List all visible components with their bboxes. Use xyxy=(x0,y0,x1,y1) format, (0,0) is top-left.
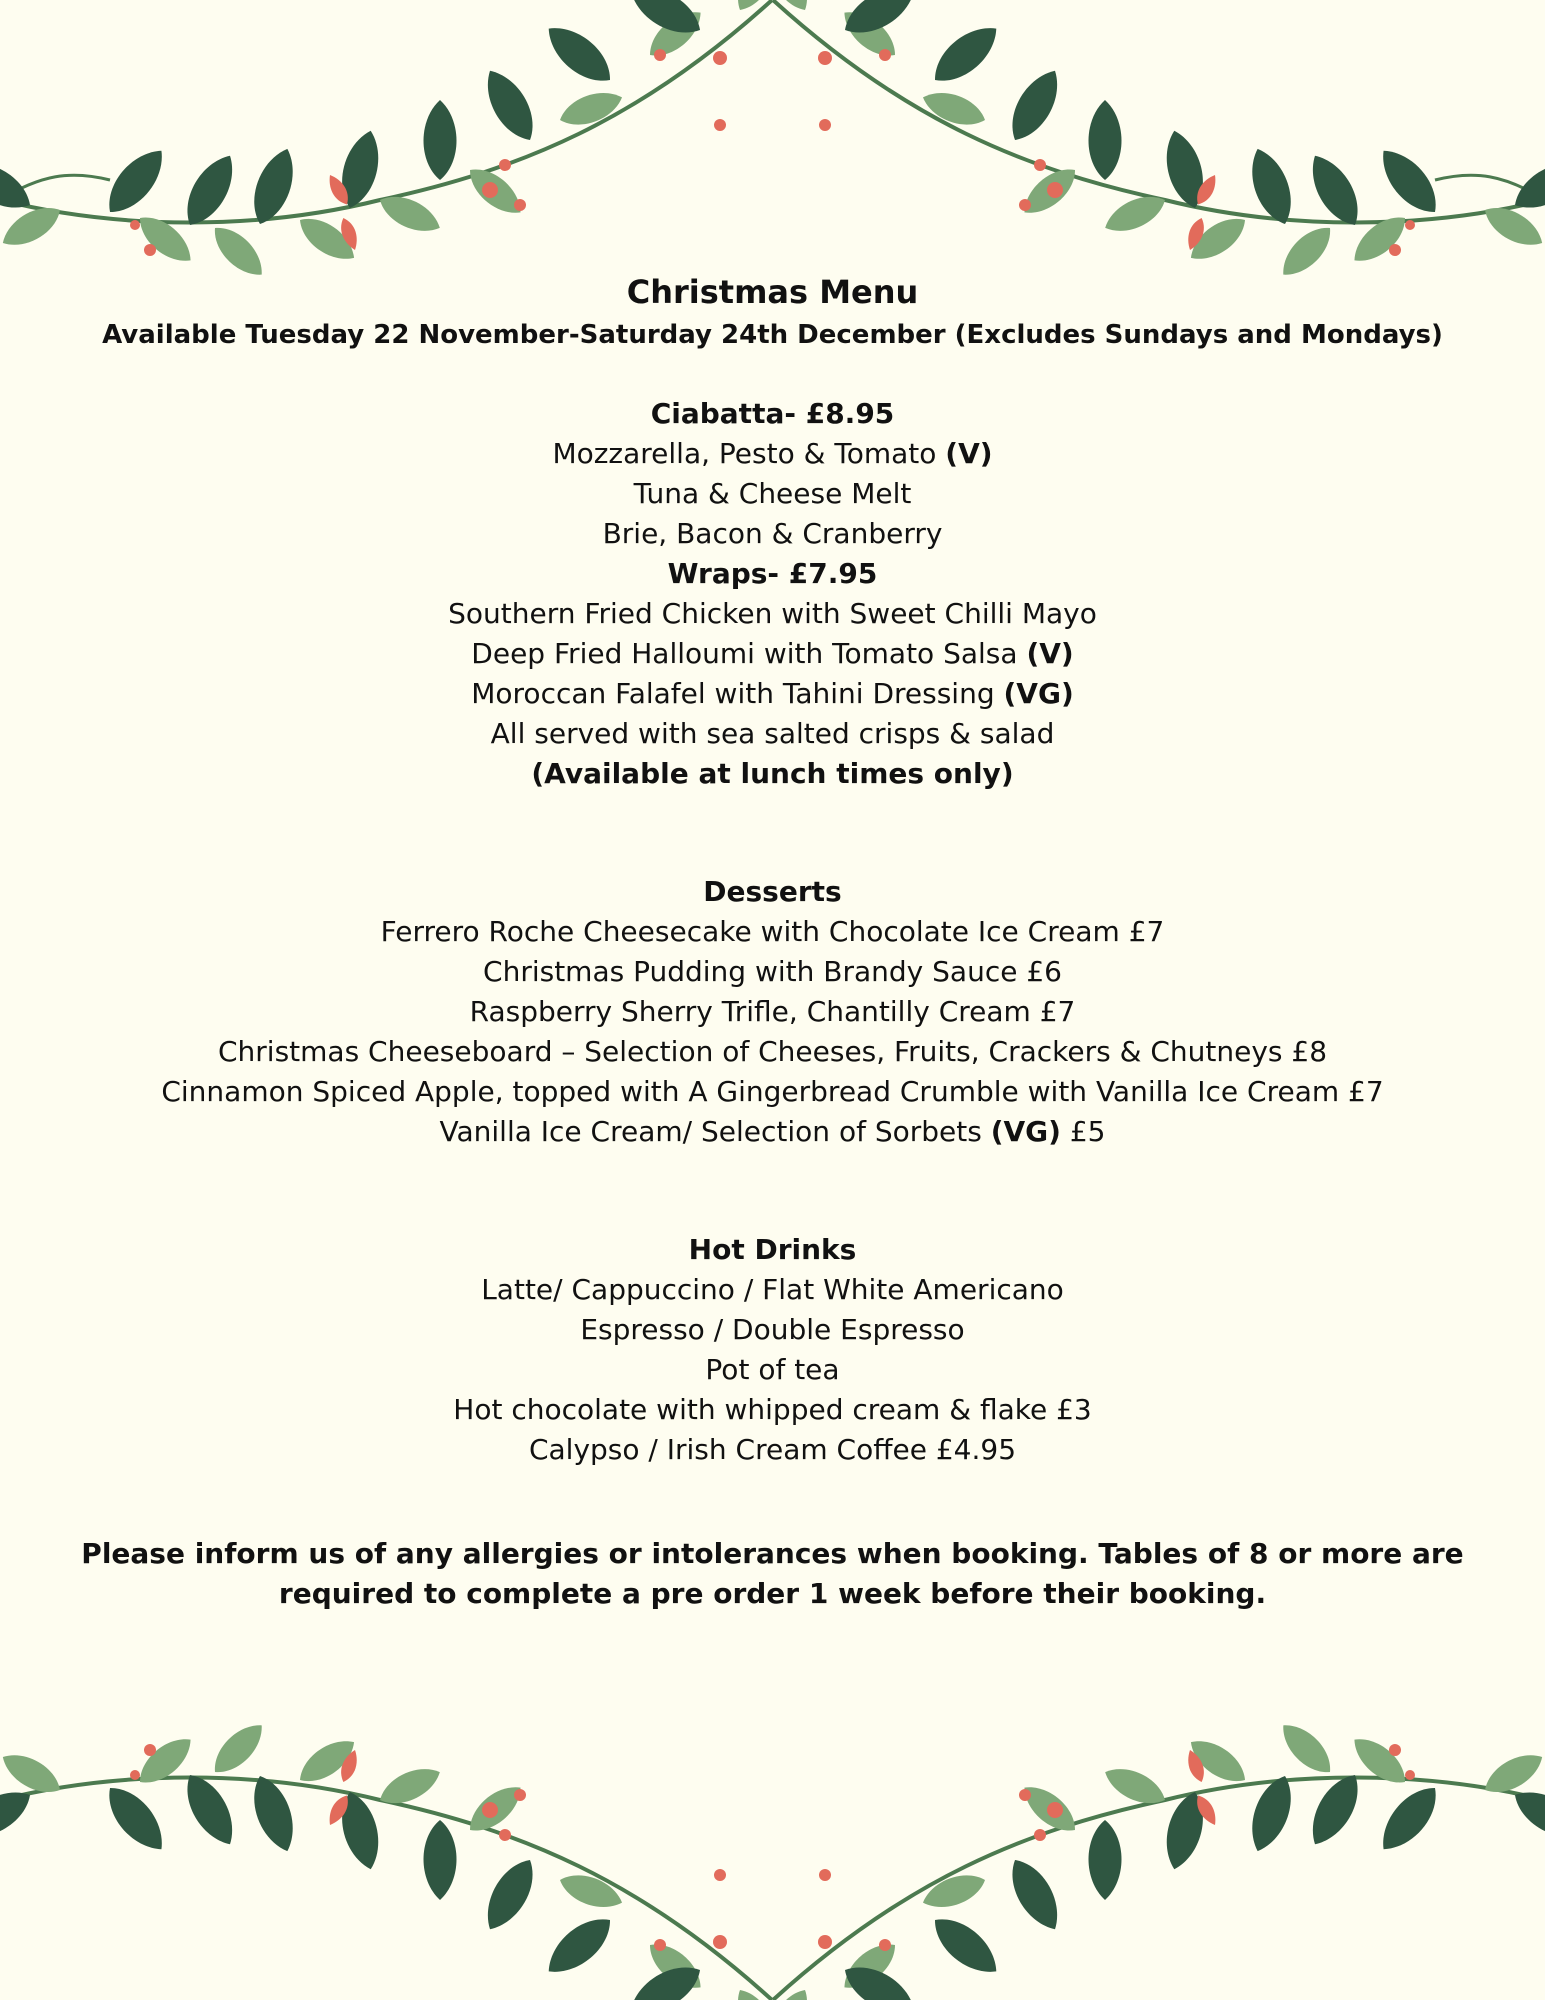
ciabatta-heading: Ciabatta- £8.95 xyxy=(650,397,895,430)
bottom-garland-decoration xyxy=(0,1690,1545,2000)
menu-item: Southern Fried Chicken with Sweet Chilli Mayo xyxy=(448,597,1097,630)
dietary-tag: (V) xyxy=(1026,637,1074,670)
menu-item: Ferrero Roche Cheesecake with Chocolate Ice Cream £7 xyxy=(380,915,1165,948)
menu-item: Tuna & Cheese Melt xyxy=(633,477,912,510)
ciabatta-section xyxy=(0,394,1545,554)
wraps-section xyxy=(0,554,1545,794)
allergy-note-line-2: required to complete a pre order 1 week before their booking. xyxy=(278,1577,1267,1610)
menu-item: Moroccan Falafel with Tahini Dressing (VG) xyxy=(471,677,1074,710)
hot-drinks-section xyxy=(0,1230,1545,1470)
desserts-heading: Desserts xyxy=(703,875,842,908)
menu-item: Raspberry Sherry Trifle, Chantilly Cream £7 xyxy=(469,995,1076,1028)
menu-item: Brie, Bacon & Cranberry xyxy=(602,517,943,550)
wraps-heading: Wraps- £7.95 xyxy=(667,557,878,590)
menu-item: Calypso / Irish Cream Coffee £4.95 xyxy=(528,1433,1017,1466)
desserts-section xyxy=(0,872,1545,1152)
allergy-note xyxy=(0,1534,1545,1614)
top-garland-decoration xyxy=(0,0,1545,300)
menu-content xyxy=(0,268,1545,1614)
menu-item: Christmas Pudding with Brandy Sauce £6 xyxy=(483,955,1062,988)
menu-item: Mozzarella, Pesto & Tomato (V) xyxy=(552,437,993,470)
menu-item: Pot of tea xyxy=(705,1353,840,1386)
menu-title: Christmas Menu xyxy=(626,273,919,311)
menu-item: Christmas Cheeseboard – Selection of Cheeses, Fruits, Crackers & Chutneys £8 xyxy=(217,1035,1328,1068)
served-with-note: All served with sea salted crisps & salad xyxy=(490,717,1055,750)
dietary-tag: (VG) xyxy=(990,1115,1061,1148)
menu-item: Hot chocolate with whipped cream & flake £3 xyxy=(453,1393,1092,1426)
menu-item: Deep Fried Halloumi with Tomato Salsa (V) xyxy=(471,637,1074,670)
allergy-note-line-1: Please inform us of any allergies or intolerances when booking. Tables of 8 or more are xyxy=(81,1537,1464,1570)
menu-item: Vanilla Ice Cream/ Selection of Sorbets (VG) £5 xyxy=(439,1115,1106,1148)
hot-drinks-heading: Hot Drinks xyxy=(688,1233,857,1266)
menu-item: Espresso / Double Espresso xyxy=(580,1313,965,1346)
dietary-tag: (VG) xyxy=(1003,677,1074,710)
lunch-only-note: (Available at lunch times only) xyxy=(531,757,1014,790)
menu-item: Cinnamon Spiced Apple, topped with A Gingerbread Crumble with Vanilla Ice Cream £7 xyxy=(161,1075,1384,1108)
dietary-tag: (V) xyxy=(945,437,993,470)
availability-subtitle: Available Tuesday 22 November-Saturday 24th December (Excludes Sundays and Mondays) xyxy=(102,320,1443,350)
menu-item: Latte/ Cappuccino / Flat White Americano xyxy=(481,1273,1064,1306)
